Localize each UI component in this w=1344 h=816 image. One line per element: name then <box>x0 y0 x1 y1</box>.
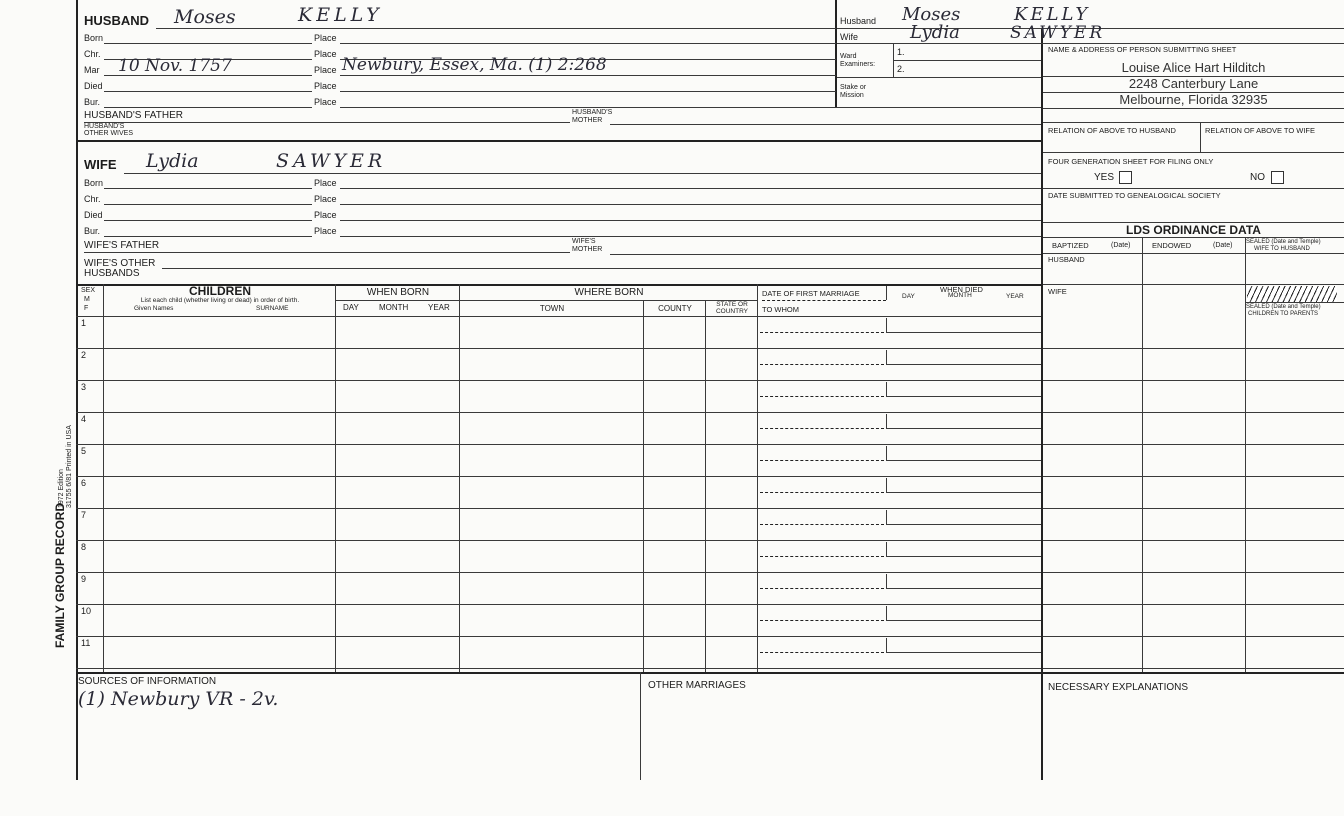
form-title: FAMILY GROUP RECORD <box>53 502 67 648</box>
submitter-heading: NAME & ADDRESS OF PERSON SUBMITTING SHEET <box>1048 45 1237 54</box>
child-row-line <box>76 668 758 669</box>
died-month-label: MONTH <box>948 292 972 299</box>
died-day-label: DAY <box>902 293 915 300</box>
to-whom-label: TO WHOM <box>762 305 799 314</box>
wife-sealing-hatch <box>1247 286 1337 302</box>
child-row-line <box>76 380 758 381</box>
town-label: TOWN <box>539 304 565 313</box>
death-date-line <box>886 428 1041 429</box>
ward-husband-surname: KELLY <box>1014 4 1091 25</box>
ward-wife-name: Lydia <box>910 22 960 43</box>
child-row-number: 6 <box>81 478 87 488</box>
baptized-date-label: (Date) <box>1111 242 1131 249</box>
source-entry: (1) Newbury VR - 2v. <box>78 688 279 710</box>
wife-born-label: Born <box>84 178 104 188</box>
ward-wife-label: Wife <box>840 32 858 42</box>
child-row-line <box>76 636 758 637</box>
husband-died-place-label: Place <box>314 81 337 91</box>
ward-husband-name: Moses <box>902 4 961 25</box>
child-row-line <box>76 348 758 349</box>
no-label: NO <box>1250 172 1265 183</box>
ward-husband-label: Husband <box>840 16 877 26</box>
death-date-line <box>886 652 1041 653</box>
child-row-line <box>76 572 758 573</box>
child-row-number: 7 <box>81 510 87 520</box>
child-row-number: 11 <box>81 638 91 648</box>
death-date-line <box>886 492 1041 493</box>
marriage-row-line <box>758 444 1041 445</box>
marriage-row-line <box>758 604 1041 605</box>
sealed-children-label-2: CHILDREN TO PARENTS <box>1248 311 1319 317</box>
left-border <box>76 0 78 780</box>
husband-bur-place-label: Place <box>314 97 337 107</box>
marriage-row-line <box>758 348 1041 349</box>
lds-row-line <box>1043 668 1344 669</box>
marriage-date-dash <box>760 364 884 365</box>
child-row-number: 2 <box>81 350 87 360</box>
footer-top-border <box>76 672 1344 674</box>
death-date-line <box>886 364 1041 365</box>
born-year-label: YEAR <box>428 303 450 312</box>
death-date-line <box>886 556 1041 557</box>
lds-row-line <box>1043 604 1344 605</box>
marriage-date-dash <box>760 652 884 653</box>
died-year-label: YEAR <box>1006 293 1024 300</box>
death-date-line <box>886 332 1041 333</box>
lds-row-line <box>1043 380 1344 381</box>
husband-bur-label: Bur. <box>84 97 101 107</box>
baptized-label: BAPTIZED <box>1052 241 1089 250</box>
death-date-line <box>886 460 1041 461</box>
husband-heading: HUSBAND <box>84 13 149 28</box>
lds-row-line <box>1043 508 1344 509</box>
sex-f-label: F <box>84 305 89 312</box>
husband-chr-label: Chr. <box>84 49 101 59</box>
sex-label: SEX <box>81 287 96 294</box>
endowed-label: ENDOWED <box>1152 241 1192 250</box>
marriage-date-dash <box>760 460 884 461</box>
endowed-date-label: (Date) <box>1213 242 1233 249</box>
submitter-name: Louise Alice Hart Hilditch <box>1121 60 1266 75</box>
other-marriages-label: OTHER MARRIAGES <box>648 680 746 691</box>
wife-other-husbands-label-2: HUSBANDS <box>84 268 140 279</box>
child-row-number: 3 <box>81 382 87 392</box>
marriage-date-dash <box>760 588 884 589</box>
ward-label-2: Examiners: <box>840 61 876 68</box>
sealed-children-label-1: SEALED (Date and Temple) <box>1246 304 1321 310</box>
death-date-tick <box>886 350 887 364</box>
wife-chr-label: Chr. <box>84 194 101 204</box>
lds-row-line <box>1043 444 1344 445</box>
death-date-tick <box>886 510 887 524</box>
child-row-line <box>76 508 758 509</box>
child-row-number: 10 <box>81 606 92 616</box>
born-month-label: MONTH <box>379 303 409 312</box>
wife-heading: WIFE <box>84 157 117 172</box>
marriage-place: Newbury, Essex, Ma. (1) 2:268 <box>342 55 607 75</box>
form-code: 31755 6/81 Printed in USA <box>66 425 73 508</box>
relation-husband-label: RELATION OF ABOVE TO HUSBAND <box>1048 126 1176 135</box>
submitter-street: 2248 Canterbury Lane <box>1128 76 1259 91</box>
relation-wife-label: RELATION OF ABOVE TO WIFE <box>1205 126 1316 135</box>
wife-father-label: WIFE'S FATHER <box>84 240 160 251</box>
where-born-heading: WHERE BORN <box>574 287 644 298</box>
explanations-label: NECESSARY EXPLANATIONS <box>1048 682 1189 693</box>
child-row-line <box>76 476 758 477</box>
husband-born-place-label: Place <box>314 33 337 43</box>
sex-m-label: M <box>84 296 90 303</box>
county-label: COUNTY <box>658 304 692 313</box>
ward-wife-surname: SAWYER <box>1010 23 1106 43</box>
wife-bur-place-label: Place <box>314 226 337 236</box>
death-date-tick <box>886 638 887 652</box>
death-date-tick <box>886 574 887 588</box>
husband-other-wives-label-2: OTHER WIVES <box>84 130 134 137</box>
no-checkbox[interactable] <box>1271 171 1284 184</box>
children-instruction: List each child (whether living or dead) in order of birth. <box>140 297 300 304</box>
submitter-city: Melbourne, Florida 32935 <box>1119 92 1268 107</box>
wife-died-label: Died <box>84 210 103 220</box>
child-row-line <box>76 540 758 541</box>
husband-mar-label: Mar <box>84 65 100 75</box>
husband-surname: KELLY <box>298 4 383 26</box>
child-row-line <box>76 444 758 445</box>
sealed-wife-label-2: WIFE TO HUSBAND <box>1254 246 1310 252</box>
wife-born-place-label: Place <box>314 178 337 188</box>
death-date-line <box>886 524 1041 525</box>
marriage-date: 10 Nov. 1757 <box>118 56 232 76</box>
husband-given-name: Moses <box>174 6 236 28</box>
child-row-line <box>76 412 758 413</box>
marriage-row-line <box>758 636 1041 637</box>
child-row-number: 5 <box>81 446 87 456</box>
husband-mother-label-2: MOTHER <box>572 117 603 124</box>
marriage-row-line <box>758 412 1041 413</box>
wife-mother-label-1: WIFE'S <box>572 238 596 245</box>
marriage-row-line <box>758 540 1041 541</box>
first-marriage-label: DATE OF FIRST MARRIAGE <box>762 289 860 298</box>
lds-title: LDS ORDINANCE DATA <box>1126 223 1261 237</box>
death-date-tick <box>886 446 887 460</box>
husband-chr-place-label: Place <box>314 49 337 59</box>
stake-label-2: Mission <box>840 92 864 99</box>
husband-died-label: Died <box>84 81 103 91</box>
lds-row-line <box>1043 348 1344 349</box>
wife-other-husbands-label-1: WIFE'S OTHER <box>84 258 156 269</box>
death-date-tick <box>886 318 887 332</box>
examiner-1-label: 1. <box>897 47 905 57</box>
child-row-number: 8 <box>81 542 87 552</box>
marriage-row-line <box>758 668 1041 669</box>
yes-label: YES <box>1094 172 1115 183</box>
child-row-number: 4 <box>81 414 87 424</box>
husband-wife-divider <box>76 140 1041 142</box>
husband-mother-label-1: HUSBAND'S <box>572 109 613 116</box>
husband-name-line <box>156 28 836 29</box>
husband-other-wives-label-1: HUSBAND'S <box>84 123 125 130</box>
sealed-wife-label-1: SEALED (Date and Temple) <box>1246 239 1321 245</box>
marriage-date-dash <box>760 428 884 429</box>
marriage-row-line <box>758 508 1041 509</box>
marriage-date-dash <box>760 524 884 525</box>
date-submitted-label: DATE SUBMITTED TO GENEALOGICAL SOCIETY <box>1048 191 1221 200</box>
death-date-tick <box>886 382 887 396</box>
state-label-2: COUNTRY <box>715 308 749 315</box>
wife-bur-label: Bur. <box>84 226 101 236</box>
lds-row-line <box>1043 540 1344 541</box>
wife-chr-place-label: Place <box>314 194 337 204</box>
marriage-row-line <box>758 572 1041 573</box>
child-surname-label: SURNAME <box>256 305 289 312</box>
child-row-number: 9 <box>81 574 87 584</box>
death-date-tick <box>886 606 887 620</box>
marriage-date-dash <box>760 492 884 493</box>
death-date-line <box>886 620 1041 621</box>
marriage-row-line <box>758 476 1041 477</box>
husband-mar-place-label: Place <box>314 65 337 75</box>
marriage-date-dash <box>760 556 884 557</box>
child-row-line <box>76 604 758 605</box>
given-names-label: Given Names <box>134 305 174 312</box>
lds-husband-label: HUSBAND <box>1048 255 1085 264</box>
lds-row-line <box>1043 636 1344 637</box>
examiner-2-label: 2. <box>897 64 905 74</box>
wife-name-line <box>124 173 1041 174</box>
wife-mother-label-2: MOTHER <box>572 246 603 253</box>
yes-checkbox[interactable] <box>1119 171 1132 184</box>
husband-father-label: HUSBAND'S FATHER <box>84 110 183 121</box>
form-edition: 1972 Edition <box>58 469 65 508</box>
lds-row-line <box>1043 476 1344 477</box>
when-died-label: WHEN DIED <box>940 285 983 294</box>
death-date-tick <box>886 542 887 556</box>
death-date-line <box>886 396 1041 397</box>
death-date-tick <box>886 478 887 492</box>
four-gen-label: FOUR GENERATION SHEET FOR FILING ONLY <box>1048 157 1214 166</box>
marriage-row-line <box>758 380 1041 381</box>
sources-label: SOURCES OF INFORMATION <box>78 676 217 687</box>
state-label-1: STATE OR <box>716 301 748 308</box>
marriage-date-dash <box>760 396 884 397</box>
stake-label-1: Stake or <box>840 84 867 91</box>
marriage-date-dash <box>760 620 884 621</box>
death-date-line <box>886 588 1041 589</box>
wife-surname: SAWYER <box>276 150 387 172</box>
husband-born-label: Born <box>84 33 104 43</box>
marriage-date-dash <box>760 332 884 333</box>
lds-wife-label: WIFE <box>1048 287 1067 296</box>
when-born-heading: WHEN BORN <box>366 287 430 298</box>
born-day-label: DAY <box>343 303 359 312</box>
children-heading: CHILDREN <box>189 284 251 298</box>
death-date-tick <box>886 414 887 428</box>
lds-row-line <box>1043 412 1344 413</box>
child-row-number: 1 <box>81 318 87 328</box>
wife-died-place-label: Place <box>314 210 337 220</box>
ward-label-1: Ward <box>840 53 857 60</box>
lds-row-line <box>1043 572 1344 573</box>
wife-given-name: Lydia <box>146 150 199 172</box>
